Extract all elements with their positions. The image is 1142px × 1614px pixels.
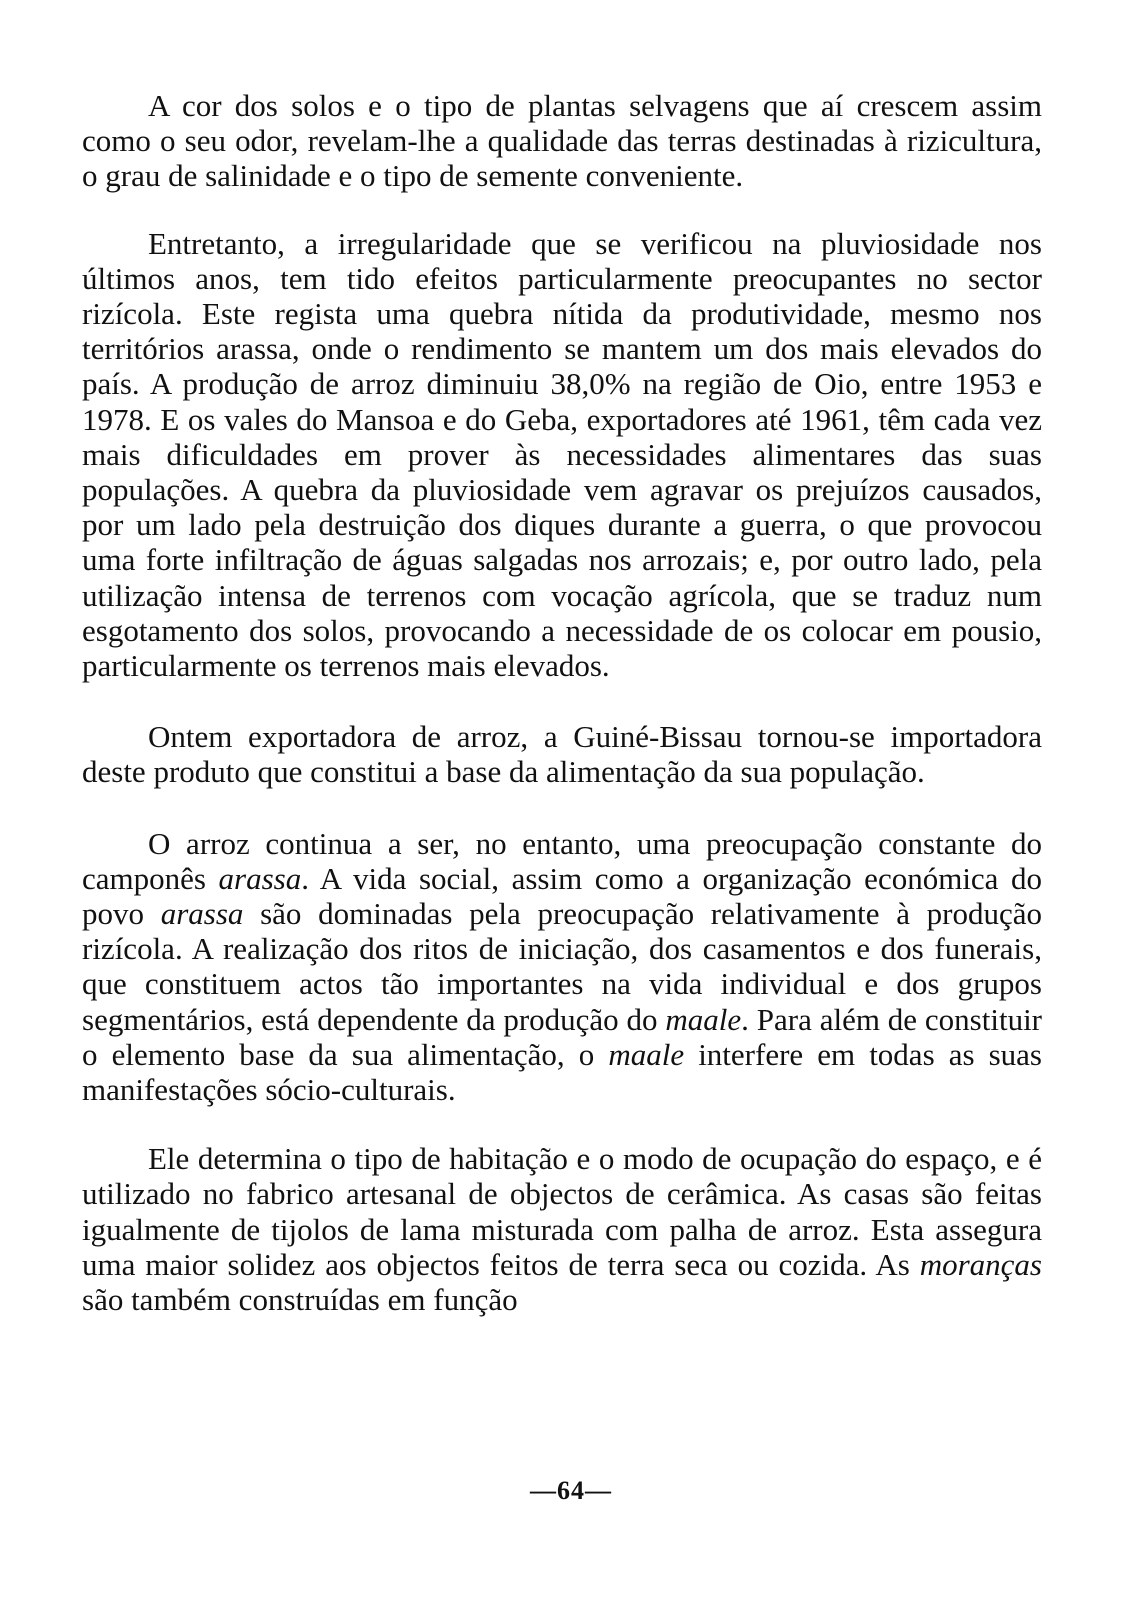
- italic-term: arassa: [160, 896, 244, 932]
- paragraph-text: são também construídas em função: [82, 1282, 518, 1318]
- paragraph-rice-importer: [82, 719, 1042, 789]
- paragraph-text: . Para além de constituir o elemento base da sua alimentação, o: [82, 1001, 1043, 1072]
- paragraph-text: A cor dos solos e o tipo de plantas selvagens que aí crescem assim como o seu odor, revelam-lhe a qualidade das terras destinadas à rizicultura, o grau de salinidade e o tipo de semente conveniente.: [82, 88, 1042, 194]
- italic-term: arassa: [218, 860, 302, 896]
- paragraph-text: Ontem exportadora de arroz, a Guiné-Bissau tornou-se importadora deste produto que constitui a base da alimentação da sua população.: [82, 719, 1042, 790]
- page-number: —64—: [530, 1476, 612, 1505]
- italic-term: moranças: [919, 1246, 1042, 1282]
- paragraph-text: Entretanto, a irregularidade que se verificou na pluviosidade nos últimos anos, tem tido efeitos particularmente preocupantes no sector rizícola. Este regista uma quebra nítida da produtividade, mesmo nos territórios arassa, onde o rendimento se mantem um dos mais elevados do país. A produção de arroz diminuiu 38,0% na região de Oio, entre 1953 e 1978. E os vales do Mansoa e do Geba, exportadores até 1961, têm cada vez mais dificuldades em prover às necessidades alimentares das suas populações. A quebra da pluviosidade vem agravar os prejuízos causados, por um lado pela destruição dos diques durante a guerra, o que provocou uma forte infiltração de águas salgadas nos arrozais; e, por outro lado, pela utilização intensa de terrenos com vocação agrícola, que se traduz num esgotamento dos solos, provocando a necessidade de os colocar em pousio, particularmente os terrenos mais elevados.: [82, 225, 1042, 684]
- italic-term: maale: [665, 1001, 742, 1037]
- paragraph-text: são dominadas pela preocupação relativamente à produção rizícola. A realização dos ritos de iniciação, dos casamentos e dos funerais, que constituem actos tão importantes na vida individual e dos grupos segmentários, está dependente da produção do: [82, 896, 1042, 1037]
- paragraph-soil-colour: [82, 88, 1042, 194]
- paragraph-text: interfere em todas as suas manifestações sócio-culturais.: [82, 1036, 1042, 1108]
- paragraph-rainfall-irregularity: [82, 226, 1042, 684]
- paragraph-text: O arroz continua a ser, no entanto, uma preocupação constante do camponês: [82, 825, 1042, 896]
- paragraph-housing: [82, 1141, 1042, 1317]
- paragraph-text: . A vida social, assim como a organização económica do povo: [82, 860, 1042, 932]
- document-page: [82, 88, 1042, 1548]
- paragraph-rice-social-life: [82, 826, 1042, 1108]
- paragraph-text: Ele determina o tipo de habitação e o modo de ocupação do espaço, e é utilizado no fabrico artesanal de objectos de cerâmica. As casas são feitas igualmente de tijolos de lama misturada com palha de arroz. Esta assegura uma maior solidez aos objectos feitos de terra seca ou cozida. As: [82, 1141, 1042, 1282]
- italic-term: maale: [608, 1036, 685, 1072]
